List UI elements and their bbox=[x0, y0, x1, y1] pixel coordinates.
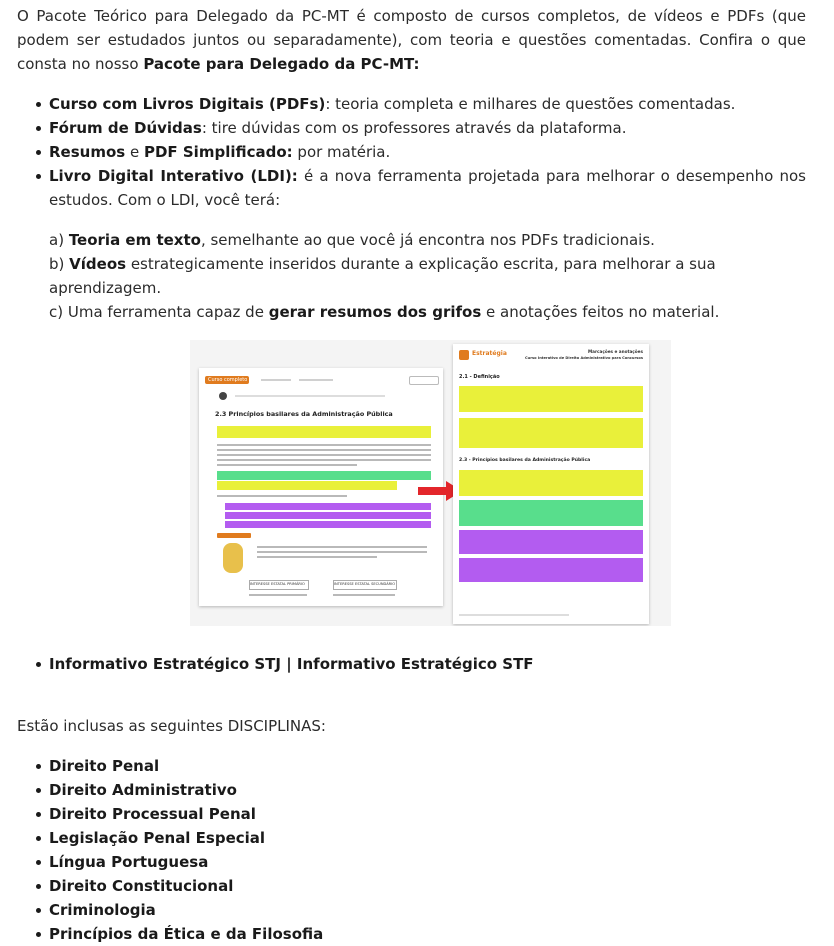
estrategia-logo-icon bbox=[459, 350, 469, 360]
article-content bbox=[17, 4, 806, 946]
ldi-bold: gerar resumos dos grifos bbox=[268, 303, 482, 321]
left-text-line bbox=[257, 551, 427, 553]
right-brand: Estratégia bbox=[472, 350, 507, 357]
intro-paragraph bbox=[17, 4, 806, 76]
left-text-line bbox=[217, 444, 431, 446]
feature-item-ldi bbox=[17, 164, 806, 212]
feature-item-resumos bbox=[17, 140, 806, 164]
ldi-screenshot-image bbox=[190, 340, 671, 626]
left-highlight-yellow bbox=[217, 426, 431, 438]
feature-text: : teoria completa e milhares de questões comentadas. bbox=[325, 95, 736, 113]
ldi-bold: Teoria em texto bbox=[68, 231, 201, 249]
right-subtitle: Curso Interativo de Direito Administrativo para Concursos bbox=[525, 356, 643, 360]
feature-bold: Fórum de Dúvidas bbox=[49, 119, 202, 137]
left-highlight-yellow bbox=[217, 481, 397, 490]
left-text-line bbox=[249, 594, 307, 596]
left-text-line bbox=[217, 454, 431, 456]
feature-text: por matéria. bbox=[292, 143, 391, 161]
feature-bold: Curso com Livros Digitais (PDFs) bbox=[49, 95, 326, 113]
right-highlight-purple bbox=[459, 530, 643, 554]
mascot-icon bbox=[223, 543, 243, 573]
feature-bold: Livro Digital Interativo (LDI): bbox=[49, 167, 298, 185]
ldi-item-c bbox=[49, 300, 806, 324]
discipline-name: Direito Administrativo bbox=[49, 781, 237, 799]
left-attention-tag bbox=[217, 533, 251, 538]
left-tab-label: Curso completo bbox=[208, 377, 248, 383]
right-highlight-yellow bbox=[459, 470, 643, 496]
left-highlight-purple bbox=[225, 512, 431, 519]
play-icon bbox=[219, 392, 227, 400]
left-heading: 2.3 Princípios basilares da Administração Pública bbox=[215, 410, 393, 418]
informativo-text: Informativo Estratégico STJ | Informativo Estratégico STF bbox=[49, 655, 534, 673]
ldi-item-b bbox=[49, 252, 806, 300]
left-text-line bbox=[217, 449, 431, 451]
feature-bold: PDF Simplificado: bbox=[143, 143, 293, 161]
left-tab-line bbox=[261, 379, 291, 381]
discipline-item bbox=[17, 850, 806, 874]
left-text-line bbox=[333, 594, 395, 596]
ldi-prefix: a) bbox=[49, 231, 69, 249]
discipline-name: Língua Portuguesa bbox=[49, 853, 209, 871]
left-text-line bbox=[257, 556, 377, 558]
feature-bold: Resumos bbox=[49, 143, 126, 161]
right-highlight-green bbox=[459, 500, 643, 526]
box-secondary-label: INTERESSE ESTATAL SECUNDÁRIO bbox=[334, 582, 396, 586]
right-footer-line bbox=[459, 614, 569, 616]
discipline-name: Direito Processual Penal bbox=[49, 805, 256, 823]
discipline-item bbox=[17, 778, 806, 802]
ldi-bold: Vídeos bbox=[69, 255, 127, 273]
discipline-name: Criminologia bbox=[49, 901, 156, 919]
ldi-prefix: b) bbox=[49, 255, 70, 273]
ldi-sublist bbox=[49, 228, 806, 324]
feature-text: : tire dúvidas com os professores através da plataforma. bbox=[201, 119, 627, 137]
feature-text: é a nova ferramenta projetada para melhorar o desempenho nos estudos. Com o LDI, você terá: bbox=[49, 167, 807, 209]
ldi-text: , semelhante ao que você já encontra nos PDFs tradicionais. bbox=[200, 231, 655, 249]
discipline-item bbox=[17, 922, 806, 946]
discipline-item bbox=[17, 874, 806, 898]
discipline-item bbox=[17, 898, 806, 922]
left-status-pill bbox=[409, 376, 439, 385]
right-h2: 2.3 - Princípios basilares da Administração Pública bbox=[459, 458, 591, 463]
ldi-text: e anotações feitos no material. bbox=[481, 303, 720, 321]
ldi-screenshot-container bbox=[17, 340, 806, 628]
left-text-line bbox=[257, 546, 427, 548]
right-highlight-yellow bbox=[459, 386, 643, 412]
ldi-item-a bbox=[49, 228, 806, 252]
informativo-list bbox=[17, 652, 806, 676]
discipline-name: Legislação Penal Especial bbox=[49, 829, 266, 847]
left-text-line bbox=[217, 459, 431, 461]
discipline-name: Direito Constitucional bbox=[49, 877, 234, 895]
left-tab-line bbox=[299, 379, 333, 381]
feature-item-forum bbox=[17, 116, 806, 140]
right-highlight-yellow bbox=[459, 418, 643, 448]
right-title: Marcações e anotações bbox=[587, 349, 643, 354]
ldi-right-page bbox=[453, 344, 649, 624]
left-highlight-purple bbox=[225, 521, 431, 528]
discipline-item bbox=[17, 754, 806, 778]
discipline-name: Direito Penal bbox=[49, 757, 160, 775]
left-highlight-green bbox=[217, 471, 431, 480]
ldi-text: estrategicamente inseridos durante a explicação escrita, para melhorar a sua aprendizagem. bbox=[49, 255, 716, 297]
feature-text: e bbox=[125, 143, 144, 161]
informativo-item bbox=[17, 652, 806, 676]
box-primary-label: INTERESSE ESTATAL PRIMÁRIO bbox=[250, 582, 305, 586]
discipline-item bbox=[17, 826, 806, 850]
feature-item-pdf bbox=[17, 92, 806, 116]
right-highlight-purple bbox=[459, 558, 643, 582]
discipline-item bbox=[17, 802, 806, 826]
left-progress-line bbox=[235, 395, 385, 397]
right-h1: 2.1 - Definição bbox=[459, 374, 500, 380]
intro-text: O Pacote Teórico para Delegado da PC-MT é composto de cursos completos, de vídeos e PDFs (que podem ser estudados juntos ou separadamente), com teoria e questões comentadas. Confira o que consta no nosso bbox=[17, 7, 806, 73]
intro-bold: Pacote para Delegado da PC-MT: bbox=[143, 55, 420, 73]
disciplines-intro: Estão inclusas as seguintes DISCIPLINAS: bbox=[17, 717, 326, 735]
disciplines-list bbox=[17, 754, 806, 946]
left-text-line bbox=[217, 495, 347, 497]
ldi-left-page bbox=[199, 368, 443, 606]
features-list bbox=[17, 92, 806, 212]
left-highlight-purple bbox=[225, 503, 431, 510]
discipline-name: Princípios da Ética e da Filosofia bbox=[49, 925, 324, 943]
left-text-line bbox=[217, 464, 357, 466]
ldi-prefix: c) Uma ferramenta capaz de bbox=[49, 303, 269, 321]
